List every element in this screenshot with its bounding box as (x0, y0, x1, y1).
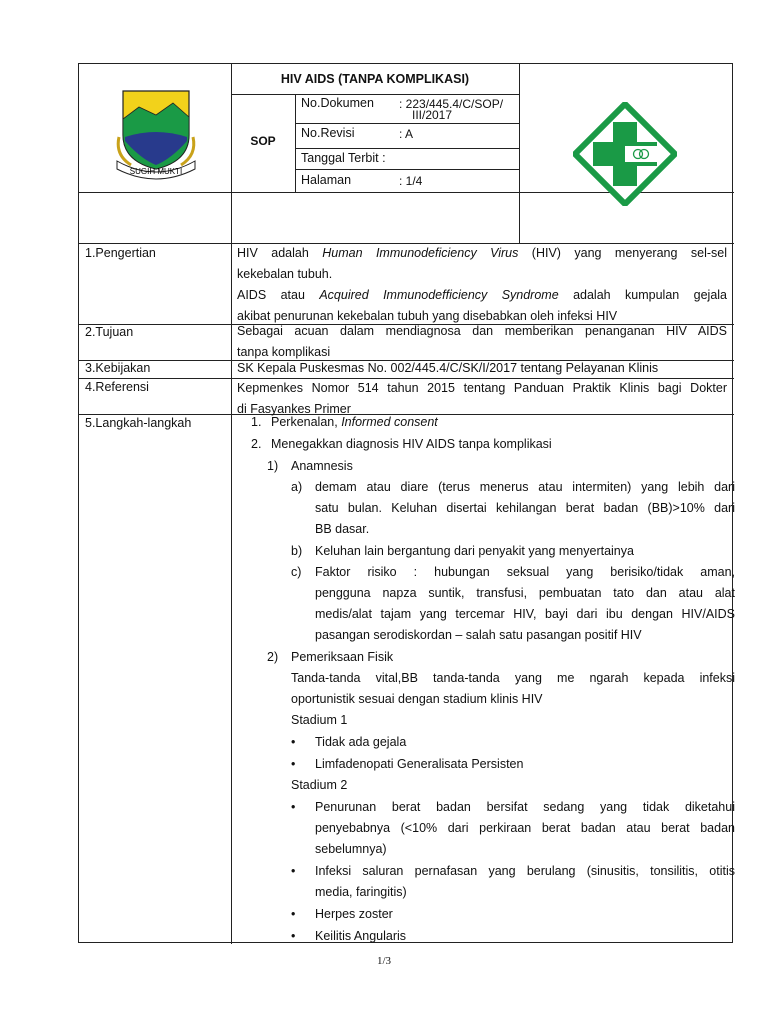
label-pengertian: 1.Pengertian (85, 246, 156, 260)
meta-value-revisi: : A (399, 127, 414, 141)
regency-emblem-icon (113, 89, 199, 181)
tujuan-text: Sebagai acuan dalam mendiagnosa dan memberikan penanganan HIV AIDS tanpa komplikasi (237, 324, 727, 359)
stadium-2-bullet-1-line-1: • Penurunan berat badan bersifat sedang yang tidak diketahui (315, 797, 735, 818)
item-c-line-4: pasangan serodiskordan – salah satu pasangan positif HIV (315, 628, 642, 642)
stadium-2-heading: Stadium 2 (291, 778, 348, 792)
label-langkah: 5.Langkah-langkah (85, 416, 192, 430)
item-b-number: b) (291, 544, 303, 558)
step-1-text: Perkenalan, Informed consent (271, 415, 438, 429)
label-tujuan: 2.Tujuan (85, 325, 134, 339)
meta-divider-3 (295, 169, 519, 170)
step-2-number: 2. (251, 437, 262, 451)
fisik-line-1: Tanda-tanda vital,BB tanda-tanda yang me ngarah kepada infeksi (291, 671, 735, 685)
emblem-motto: SUGIH MUKTI (129, 167, 183, 176)
page-number: 1/3 (376, 955, 392, 967)
meta-value-dokumen-2: III/2017 (412, 108, 453, 122)
item-c-line-2: pengguna napza suntik, transfusi, pembuatan tato dan atau alat (315, 586, 735, 600)
label-referensi: 4.Referensi (85, 380, 149, 394)
pengertian-text: HIV adalah Human Immunodeficiency Virus (HIV) yang menyerang sel-sel kekebalan tubuh. AIDS atau Acquired Immunodefficiency Syndrome adalah kumpulan gejala akibat penurunan kekebalan tubuh yang disebabkan oleh infeksi HIV (237, 246, 727, 323)
kebijakan-text: SK Kepala Puskesmas No. 002/445.4/C/SK/I/2017 tentang Pelayanan Klinis (237, 361, 659, 375)
step-2-text: Menegakkan diagnosis HIV AIDS tanpa komplikasi (271, 437, 552, 451)
meta-label-tanggal: Tanggal Terbit : (301, 151, 386, 165)
stadium-2-bullet-1-line-2: penyebabnya (<10% dari perkiraan berat badan atau berat badan (315, 821, 735, 835)
col-divider-logo (519, 64, 520, 243)
title-divider (231, 94, 519, 95)
fisik-line-2: oportunistik sesuai dengan stadium klinis HIV (291, 692, 543, 706)
item-a-line-3: BB dasar. (315, 522, 370, 536)
item-a-line-2: satu bulan. Keluhan disertai kehilangan berat badan (BB)>10% dari (315, 501, 735, 515)
anamnesis-number: 1) (267, 459, 279, 473)
anamnesis-heading: Anamnesis (291, 459, 353, 473)
col-divider-main (231, 64, 232, 944)
item-c-number: c) (291, 565, 302, 579)
meta-divider-1 (295, 123, 519, 124)
document-title: HIV AIDS (TANPA KOMPLIKASI) (280, 72, 470, 86)
sop-document (78, 63, 733, 943)
col-divider-sop (295, 94, 296, 192)
meta-label-revisi: No.Revisi (301, 126, 355, 140)
item-c-line-1: Faktor risiko : hubungan seksual yang berisiko/tidak aman, (315, 565, 735, 579)
puskesmas-logo-icon (573, 102, 677, 206)
stadium-1-bullet-2: • Limfadenopati Generalisata Persisten (315, 754, 523, 775)
stadium-2-bullet-2-line-1: • Infeksi saluran pernafasan yang berulang (sinusitis, tonsilitis, otitis (315, 861, 735, 882)
label-kebijakan: 3.Kebijakan (85, 361, 151, 375)
stadium-2-bullet-2-line-2: media, faringitis) (315, 885, 407, 899)
meta-value-halaman: : 1/4 (399, 174, 423, 188)
meta-divider-2 (295, 148, 519, 149)
stadium-1-heading: Stadium 1 (291, 713, 348, 727)
item-c-line-3: medis/alat tajam yang tercemar HIV, bayi dari ibu dengan HIV/AIDS (315, 607, 735, 621)
item-b-line-1: Keluhan lain bergantung dari penyakit yang menyertainya (315, 544, 634, 558)
fisik-heading: Pemeriksaan Fisik (291, 650, 394, 664)
meta-value-dokumen: : 223/445.4/C/SOP/ (399, 97, 504, 111)
item-a-number: a) (291, 480, 303, 494)
step-1-number: 1. (251, 415, 262, 429)
stadium-1-bullet-1: • Tidak ada gejala (315, 732, 406, 753)
meta-label-halaman: Halaman (301, 173, 352, 187)
meta-label-dokumen: No.Dokumen (301, 96, 374, 110)
referensi-text: Kepmenkes Nomor 514 tahun 2015 tentang Panduan Praktik Klinis bagi Dokter di Fasyankes Primer (237, 381, 727, 416)
stadium-2-bullet-1-line-3: sebelumnya) (315, 842, 387, 856)
sop-label: SOP (250, 134, 276, 148)
stadium-2-bullet-3: • Herpes zoster (315, 904, 393, 925)
stadium-2-bullet-4: • Keilitis Angularis (315, 926, 406, 947)
item-a-line-1: demam atau diare (terus menerus atau intermiten) yang lebih dari (315, 480, 735, 494)
fisik-number: 2) (267, 650, 279, 664)
